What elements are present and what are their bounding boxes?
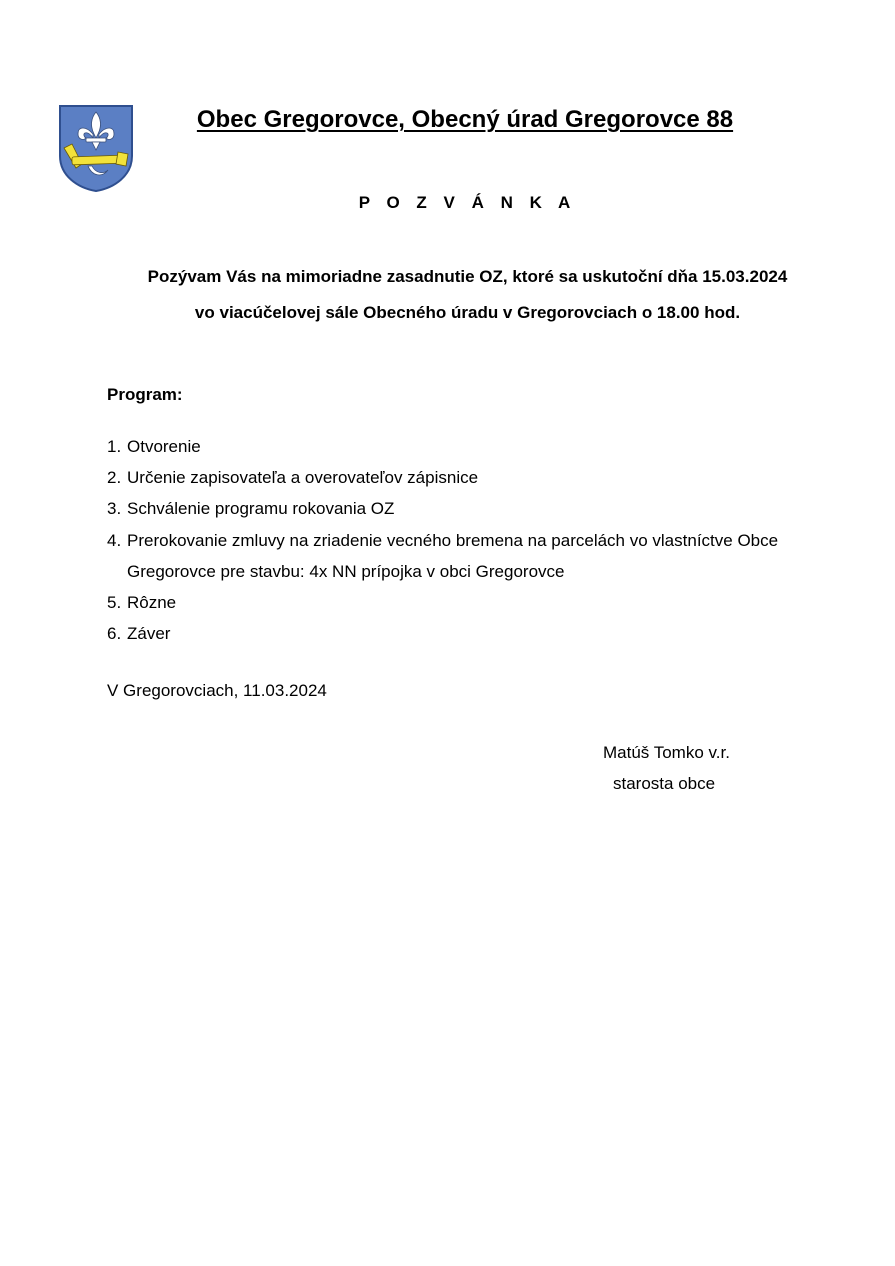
place-and-date: V Gregorovciach, 11.03.2024 xyxy=(107,681,327,700)
signatory-name: Matúš Tomko v.r. xyxy=(603,743,730,762)
program-item-number: 2. xyxy=(107,468,122,488)
program-item xyxy=(107,525,867,587)
program-item-text: Schválenie programu rokovania OZ xyxy=(127,499,395,519)
program-item-number: 5. xyxy=(107,593,122,613)
program-item-number: 4. xyxy=(107,530,122,550)
document-type-heading: P O Z V Á N K A xyxy=(358,193,577,212)
signatory-role: starosta obce xyxy=(613,774,716,793)
program-item-number: 1. xyxy=(107,437,122,456)
program-item-text: Prerokovanie zmluvy na zriadenie vecného bremena na parcelách vo vlastníctve Obce Gregorovce pre stavbu: 4x NN prípojka v obci Gregorovce xyxy=(127,530,779,581)
program-list xyxy=(107,431,867,649)
program-item xyxy=(107,493,867,524)
invitation-line-1: Pozývam Vás na mimoriadne zasadnutie OZ, ktoré sa uskutoční dňa 15.03.2024 xyxy=(147,267,788,286)
program-heading: Program: xyxy=(107,385,183,404)
coat-of-arms-icon xyxy=(58,104,134,192)
program-item xyxy=(107,431,867,462)
program-item xyxy=(107,618,867,649)
invitation-line-2: vo viacúčelovej sále Obecného úradu v Gregorovciach o 18.00 hod. xyxy=(194,303,741,322)
program-item-text: Záver xyxy=(127,624,171,644)
municipality-title: Obec Gregorovce, Obecný úrad Gregorovce 88 xyxy=(196,106,734,133)
program-item-text: Rôzne xyxy=(127,593,177,613)
program-item-text: Otvorenie xyxy=(127,437,201,456)
program-item-number: 6. xyxy=(107,624,122,644)
program-item xyxy=(107,462,867,493)
program-item-number: 3. xyxy=(107,499,122,519)
program-item-text: Určenie zapisovateľa a overovateľov zápisnice xyxy=(127,468,479,488)
program-item xyxy=(107,587,867,618)
